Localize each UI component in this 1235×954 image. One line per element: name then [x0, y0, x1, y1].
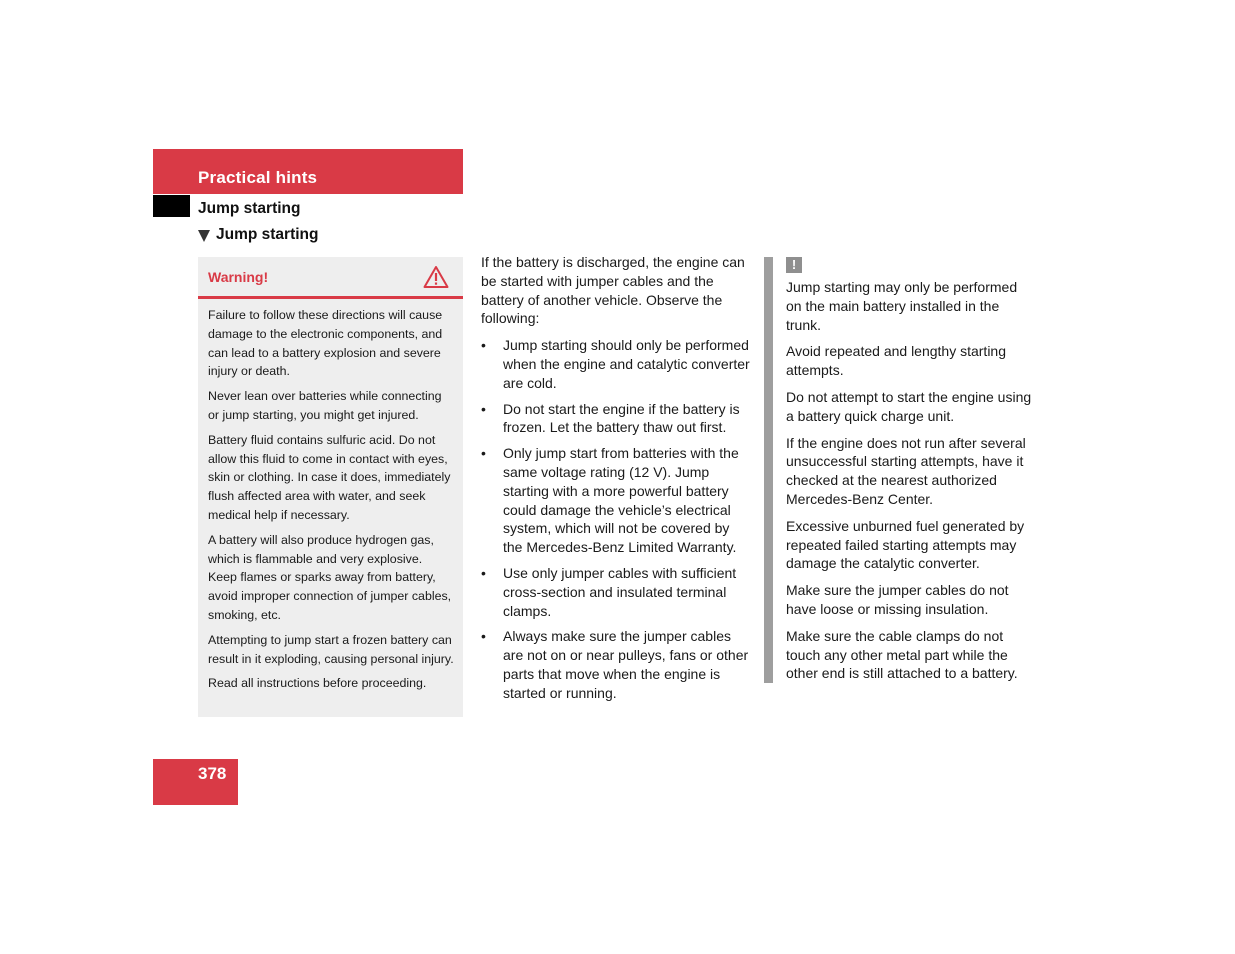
topic-title-text: Jump starting [216, 226, 319, 243]
warning-paragraph: Battery fluid contains sulfuric acid. Do not allow this fluid to come in contact with eyes, skin or clothing. In case it does, immediately flush affected area with water, and seek medical help if necessary. [208, 432, 451, 522]
page-number: 378 [198, 764, 227, 783]
warning-paragraph: Never lean over batteries while connecting or jump starting, you might get injured. [208, 389, 442, 422]
note-paragraph: If the engine does not run after several unsuccessful starting attempts, have it checked at the nearest authorized Mercedes-Benz Center. [786, 434, 1026, 507]
note-paragraph: Do not attempt to start the engine using a battery quick charge unit. [786, 388, 1032, 424]
topic-title [198, 226, 318, 244]
list-item-text: Do not start the engine if the battery is frozen. Let the battery thaw out first. [503, 400, 740, 436]
list-item [481, 564, 751, 620]
bullet-icon: • [481, 628, 486, 645]
intro-paragraph: If the battery is discharged, the engine can be started with jumper cables and the battery of another vehicle. Observe the following: [481, 254, 745, 327]
list-item [481, 336, 751, 392]
section-title: Practical hints [198, 168, 318, 187]
note-paragraph: Excessive unburned fuel generated by repeated failed starting attempts may damage the catalytic converter. [786, 517, 1025, 572]
list-item-text: Only jump start from batteries with the same voltage rating (12 V). Jump starting with a more powerful battery could damage the vehicle’s electrical system, which will not be covered by the Mercedes-Benz Limited Warranty. [503, 445, 739, 556]
main-column [481, 253, 751, 710]
exclamation-note-icon: ! [786, 257, 802, 273]
warning-header [198, 257, 463, 299]
note-paragraph: Jump starting may only be performed on the main battery installed in the trunk. [786, 279, 1018, 333]
bullet-icon: • [481, 564, 486, 581]
triangle-down-icon [198, 230, 210, 242]
bullet-icon: • [481, 337, 486, 354]
warning-paragraph: Read all instructions before proceeding. [208, 676, 427, 691]
bullet-icon: • [481, 445, 486, 462]
list-item [481, 627, 751, 702]
list-item-text: Jump starting should only be performed when the engine and catalytic converter are cold. [503, 337, 750, 391]
warning-paragraph: A battery will also produce hydrogen gas, which is flammable and very explosive. Keep flames or sparks away from battery, avoid improper connection of jumper cables, smoking, etc. [208, 532, 452, 622]
note-column [786, 257, 1034, 691]
precaution-list [481, 336, 751, 702]
note-paragraph: Make sure the jumper cables do not have loose or missing insulation. [786, 582, 1009, 617]
warning-triangle-icon [423, 265, 449, 289]
warning-paragraph: Failure to follow these directions will cause damage to the electronic components, and can lead to a battery explosion and severe injury or death. [208, 308, 443, 379]
bullet-icon: • [481, 400, 486, 417]
note-sidebar-bar [764, 257, 773, 683]
warning-label: Warning! [208, 268, 269, 285]
list-item-text: Use only jumper cables with sufficient cross-section and insulated terminal clamps. [503, 564, 737, 619]
warning-body [198, 299, 463, 693]
list-item [481, 444, 751, 557]
subsection-title: Jump starting [198, 200, 301, 217]
section-marker-tab [153, 195, 190, 217]
note-paragraph: Avoid repeated and lengthy starting attempts. [786, 343, 1007, 379]
warning-box [198, 257, 463, 717]
note-paragraph: Make sure the cable clamps do not touch any other metal part while the other end is still attached to a battery. [786, 627, 1018, 682]
list-item [481, 400, 751, 438]
warning-paragraph: Attempting to jump start a frozen battery can result in it exploding, causing personal injury. [208, 632, 454, 666]
list-item-text: Always make sure the jumper cables are not on or near pulleys, fans or other parts that move when the engine is started or running. [503, 628, 749, 701]
